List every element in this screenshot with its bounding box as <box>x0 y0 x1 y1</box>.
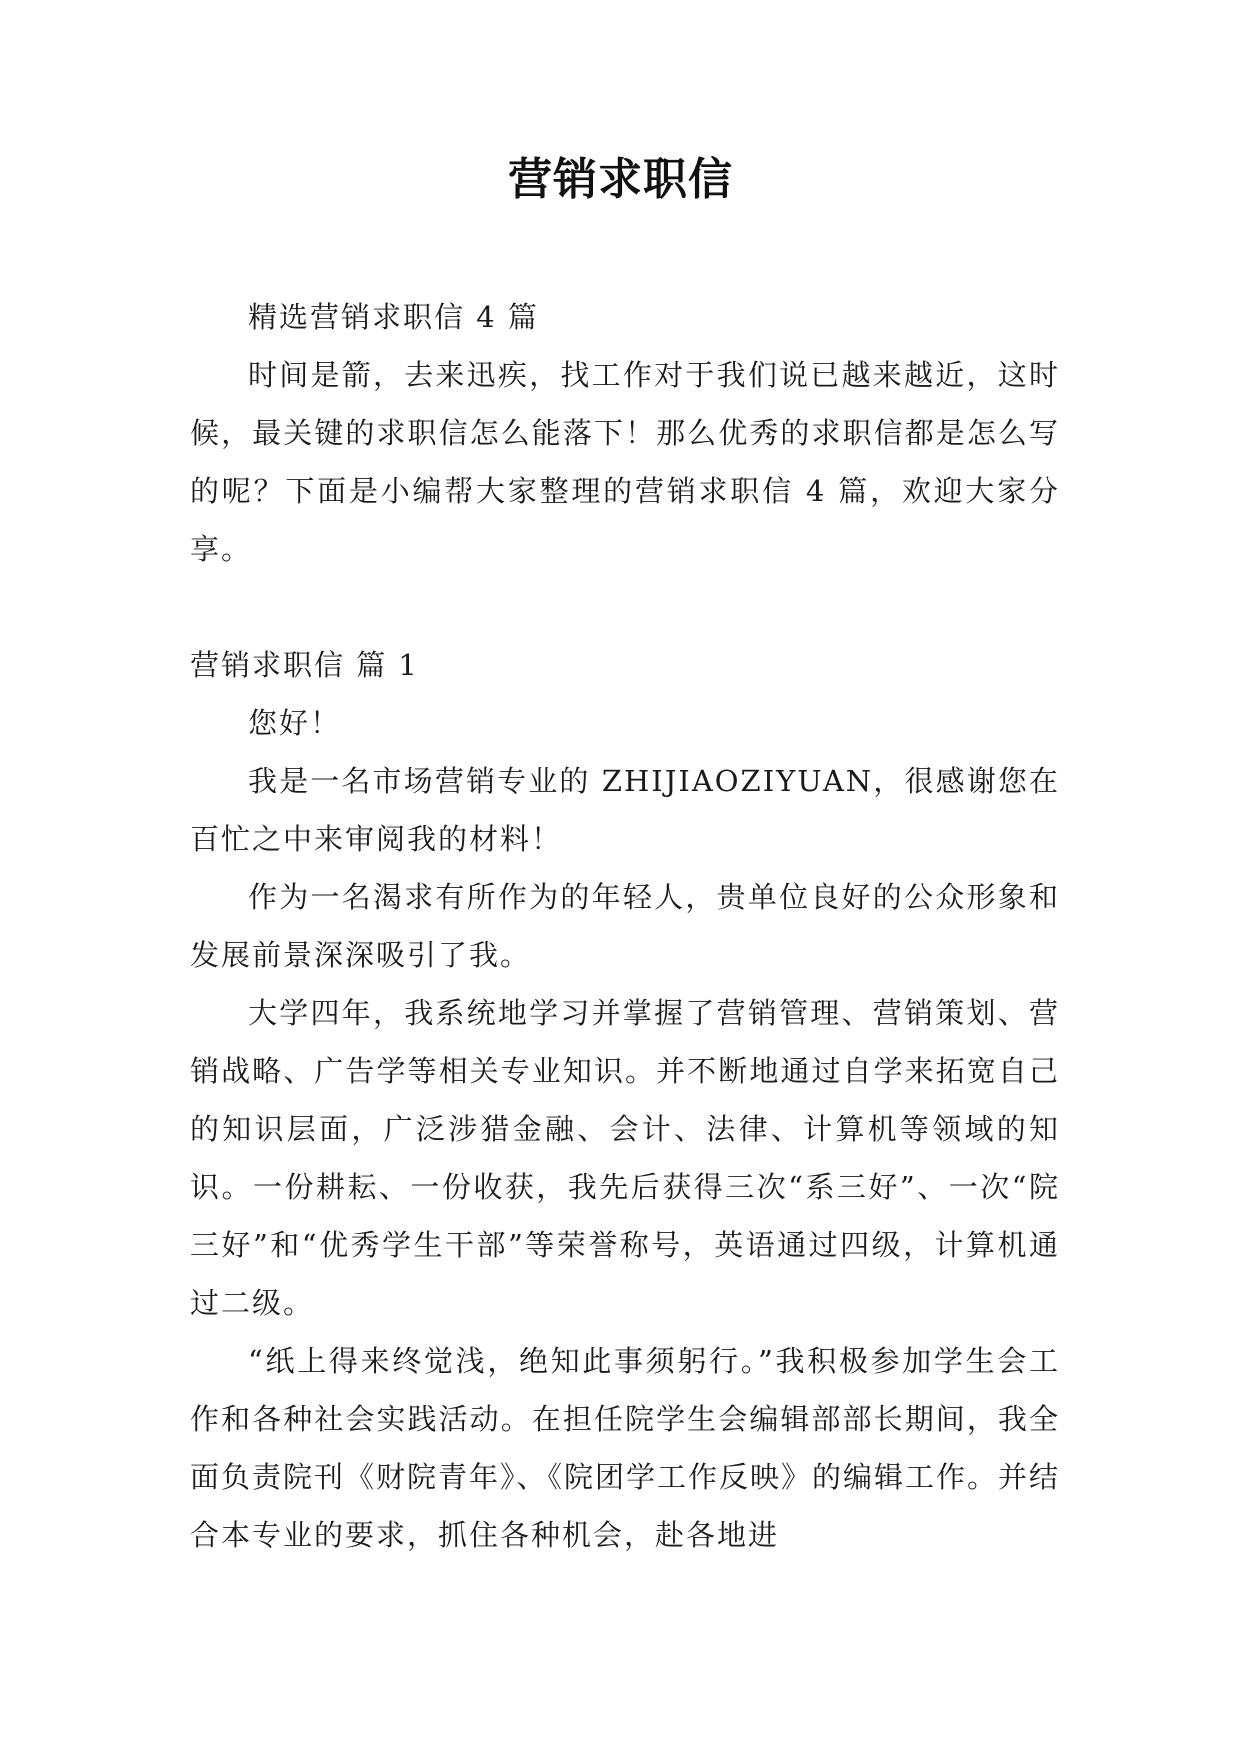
document-title: 营销求职信 <box>508 154 733 205</box>
letter-paragraph: 大学四年，我系统地学习并掌握了营销管理、营销策划、营销战略、广告学等相关专业知识。并不断地通过自学来拓宽自己的知识层面，广泛涉猎金融、会计、法律、计算机等领域的知识。一份耕耘、一份收获，我先后获得三次“系三好”、一次“院三好”和“优秀学生干部”等荣誉称号，英语通过四级，计算机通过二级。 <box>190 996 1060 1320</box>
section-spacer <box>190 578 1060 636</box>
document-body <box>190 288 1060 1564</box>
letter-paragraph: 作为一名渴求有所作为的年轻人，贵单位良好的公众形象和发展前景深深吸引了我。 <box>190 880 1060 972</box>
section-heading: 营销求职信 篇 1 <box>190 648 419 682</box>
intro-paragraph: 时间是箭，去来迅疾，找工作对于我们说已越来越近，这时候，最关键的求职信怎么能落下！那么优秀的求职信都是怎么写的呢？下面是小编帮大家整理的营销求职信 4 篇，欢迎大家分享。 <box>190 358 1060 566</box>
letter-paragraph: 我是一名市场营销专业的 ZHIJIAOZIYUAN，很感谢您在百忙之中来审阅我的材料！ <box>190 764 1060 856</box>
letter-greeting: 您好！ <box>248 706 342 740</box>
letter-paragraph: “纸上得来终觉浅，绝知此事须躬行。”我积极参加学生会工作和各种社会实践活动。在担任院学生会编辑部部长期间，我全面负责院刊《财院青年》、《院团学工作反映》的编辑工作。并结合本专业的要求，抓住各种机会，赴各地进 <box>190 1344 1061 1552</box>
intro-subtitle: 精选营销求职信 4 篇 <box>248 300 539 334</box>
